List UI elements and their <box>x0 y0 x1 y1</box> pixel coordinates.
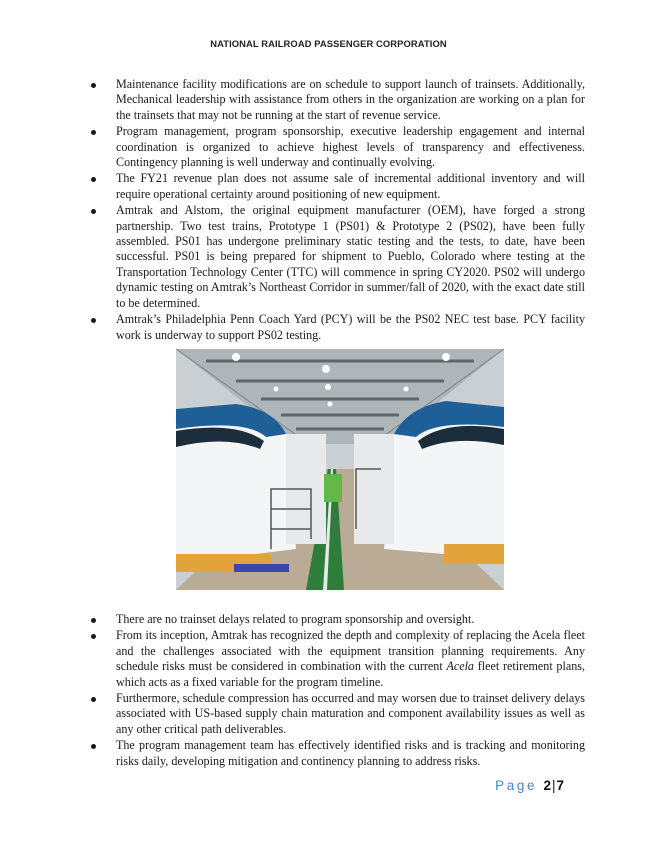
page-separator: | <box>551 778 557 793</box>
document-header: NATIONAL RAILROAD PASSENGER CORPORATION <box>210 38 447 49</box>
bullet-item: The FY21 revenue plan does not assume sale of incremental additional inventory and will require operational certainty around positioning of new equipment. <box>88 171 585 202</box>
bullet-item: Maintenance facility modifications are on schedule to support launch of trainsets. Additionally, Mechanical leadership with assistance from others in the organization are working on a plan for the trainsets that may not be running at the start of revenue service. <box>88 77 585 123</box>
bullet-item: Program management, program sponsorship, executive leadership engagement and internal coordination is organized to achieve highest levels of transparency and effectiveness. Contingency planning is well underway and continually evolving. <box>88 124 585 170</box>
bullet-item: Amtrak and Alstom, the original equipment manufacturer (OEM), have forged a strong partnership. Two test trains, Prototype 1 (PS01) & Prototype 2 (PS02), have been fully assembled. PS01 has undergone preliminary static testing and the tests, to date, have been successful. PS01 is being prepared for shipment to Pueblo, Colorado where testing at the Transportation Technology Center (TTC) will commence in spring CY2020. PS02 will undergo dynamic testing on Amtrak’s Northeast Corridor in summer/fall of 2020, with the exact date still to be determined. <box>88 203 585 311</box>
bullet-item: There are no trainset delays related to program sponsorship and oversight. <box>88 612 585 627</box>
current-page: 2 <box>543 778 552 793</box>
total-pages: 7 <box>556 778 565 793</box>
bullet-list-bottom <box>88 612 585 770</box>
page-number <box>495 778 565 793</box>
bullet-item: From its inception, Amtrak has recognized the depth and complexity of replacing the Acela fleet and the challenges associated with the equipment transition planning requirements. Any schedule risks must be considered in combination with the current Acela fleet retirement plans, which acts as a fixed variable for the program timeline. <box>88 628 585 690</box>
bullet-list-top <box>88 77 585 344</box>
trainset-photo <box>176 349 504 590</box>
emphasis-acela: Acela <box>446 659 474 674</box>
bullet-item: Amtrak’s Philadelphia Penn Coach Yard (PCY) will be the PS02 NEC test base. PCY facility work is underway to support PS02 testing. <box>88 312 585 343</box>
bullet-item: Furthermore, schedule compression has occurred and may worsen due to trainset delivery delays associated with US-based supply chain maturation and component availability issues as well as any other critical path deliverables. <box>88 691 585 737</box>
bullet-item: The program management team has effectively identified risks and is tracking and monitoring risks daily, developing mitigation and continency planning to address risks. <box>88 738 585 769</box>
page-word: Page <box>495 778 538 793</box>
